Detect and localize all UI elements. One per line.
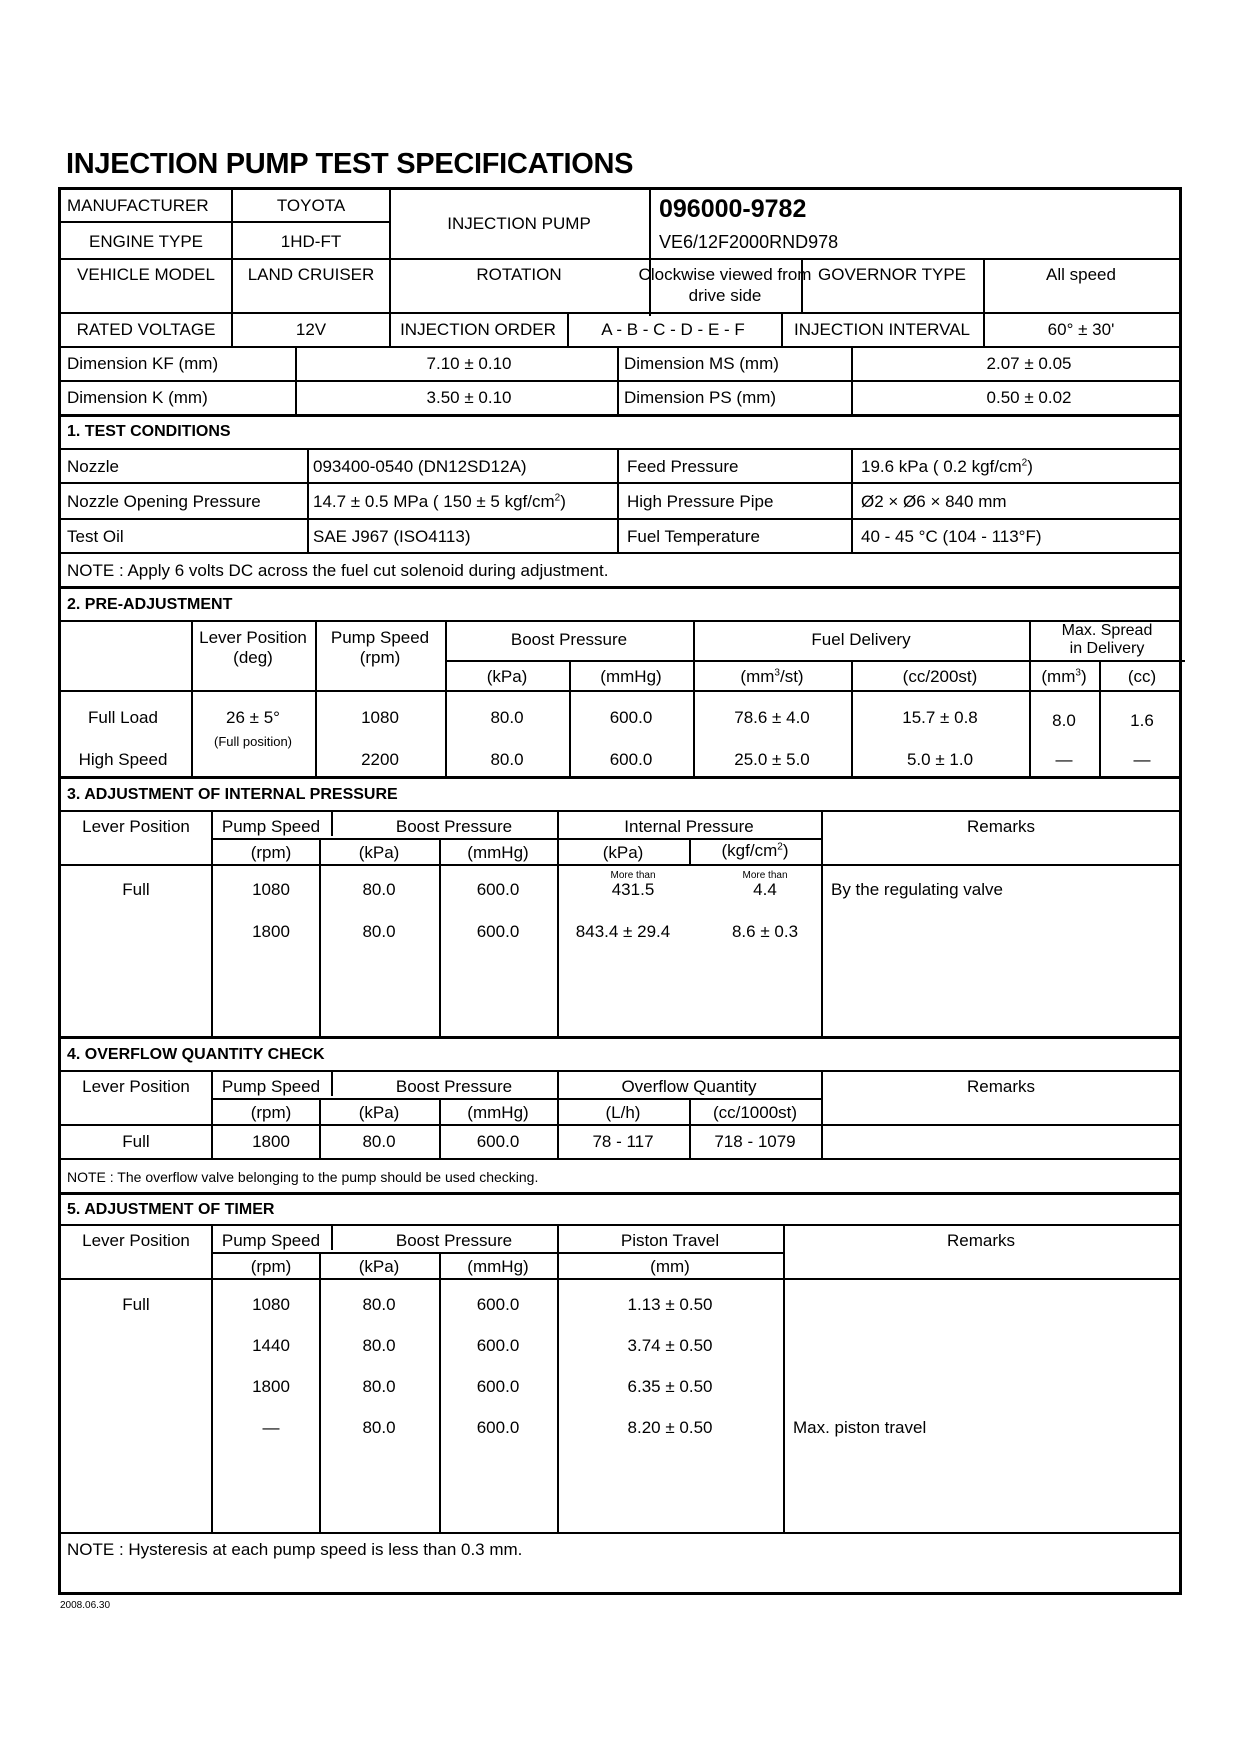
injection-order-label: INJECTION ORDER [400,320,556,339]
vehicle-model-value: LAND CRUISER [247,265,375,284]
col-pump-speed: Pump Speed [330,628,430,647]
travel-value: 6.35 ± 0.50 [627,1377,713,1396]
nozzle-value: 093400-0540 (DN12SD12A) [313,457,527,476]
spread-cc-value: — [1133,750,1151,769]
cc-value: 5.0 ± 1.0 [906,750,974,769]
unit-kpa: (kPa) [358,1103,400,1122]
fuel-temp-label: Fuel Temperature [627,527,760,546]
col-pump-speed-unit: (rpm) [359,648,401,667]
mmhg-value: 600.0 [476,1132,520,1151]
dim-kf-label: Dimension KF (mm) [67,354,219,373]
unit-kpa: (kPa) [358,843,400,862]
kpa-value: 80.0 [362,1336,396,1355]
internal-pressure-heading: 3. ADJUSTMENT OF INTERNAL PRESSURE [67,786,398,803]
col-internal-pressure: Internal Pressure [624,817,754,836]
injection-pump-label: INJECTION PUMP [447,214,591,233]
pump-code: VE6/12F2000RND978 [659,232,839,252]
unit-mmhg: (mmHg) [467,843,529,862]
col-boost-pressure: Boost Pressure [510,630,628,649]
test-oil-label: Test Oil [67,527,124,546]
dim-k-label: Dimension K (mm) [67,388,208,407]
unit-cc-200st: (cc/200st) [902,667,978,686]
lever-full: Full [122,880,150,899]
engine-type-label: ENGINE TYPE [89,232,203,251]
col-pump-speed-unit: (rpm) [250,843,292,862]
speed-value: 1080 [252,880,290,899]
col-lever-position: Lever Position [199,628,307,647]
rated-voltage-value: 12V [295,320,327,339]
mmhg-value: 600.0 [476,1336,520,1355]
injection-order-value: A - B - C - D - E - F [601,320,745,339]
ip-kpa-value: 431.5 [611,880,655,899]
hpp-value: Ø2 × Ø6 × 840 mm [861,492,1007,511]
nozzle-label: Nozzle [67,457,119,476]
more-than-label: More than [742,870,788,881]
speed-value: 2200 [361,750,399,769]
col-remarks: Remarks [946,1231,1016,1250]
col-fuel-delivery: Fuel Delivery [811,630,911,649]
speed-value: 1800 [252,1132,290,1151]
nop-value: 14.7 ± 0.5 MPa ( 150 ± 5 kgf/$cm^2$) [313,492,566,511]
rotation-value-2: drive side [688,286,762,305]
mmhg-value: 600.0 [609,708,653,727]
dim-ms-value: 2.07 ± 0.05 [986,354,1072,373]
lever-full: Full [122,1132,150,1151]
row-high-speed: High Speed [78,750,168,769]
col-boost-pressure: Boost Pressure [395,817,513,836]
mmhg-value: 600.0 [476,1295,520,1314]
engine-type-value: 1HD-FT [280,232,342,251]
rotation-label: ROTATION [476,265,562,284]
unit-mmhg: (mmHg) [467,1103,529,1122]
manufacturer-label: MANUFACTURER [67,196,209,215]
col-overflow-quantity: Overflow Quantity [621,1077,757,1096]
col-lever-position: Lever Position [82,817,190,836]
injection-interval-label: INJECTION INTERVAL [793,320,971,339]
unit-mm: (mm) [650,1257,690,1276]
travel-value: 3.74 ± 0.50 [627,1336,713,1355]
speed-value: 1800 [252,922,290,941]
col-lever-unit: (deg) [233,648,273,667]
governor-type-value: All speed [1046,265,1116,284]
col-pump-speed: Pump Speed [221,1231,321,1250]
test-conditions-note: NOTE : Apply 6 volts DC across the fuel cut solenoid during adjustment. [67,561,609,580]
col-boost-pressure: Boost Pressure [395,1077,513,1096]
mmhg-value: 600.0 [609,750,653,769]
col-pump-speed: Pump Speed [221,817,321,836]
spread-mm3-value: — [1055,750,1073,769]
dim-ms-label: Dimension MS (mm) [624,354,779,373]
col-boost-pressure: Boost Pressure [395,1231,513,1250]
timer-note: NOTE : Hysteresis at each pump speed is less than 0.3 mm. [67,1540,523,1559]
col-remarks: Remarks [966,1077,1036,1096]
kpa-value: 80.0 [362,1295,396,1314]
kpa-value: 80.0 [362,1132,396,1151]
col-piston-travel: Piston Travel [620,1231,720,1250]
cc-value: 15.7 ± 0.8 [902,708,978,727]
kpa-value: 80.0 [362,1377,396,1396]
unit-kgf: $(kgf/cm^2)$ [721,841,789,860]
rotation-value: Clockwise viewed from [638,265,812,284]
col-remarks: Remarks [966,817,1036,836]
fuel-temp-value: 40 - 45 °C (104 - 113°F) [861,527,1042,546]
document-date: 2008.06.30 [60,1600,111,1611]
feed-pressure-label: Feed Pressure [627,457,739,476]
pre-adjustment-heading: 2. PRE-ADJUSTMENT [67,596,233,613]
manufacturer-value: TOYOTA [276,196,346,215]
hpp-label: High Pressure Pipe [627,492,774,511]
remark-regulating-valve: By the regulating valve [831,880,1003,899]
kpa-value: 80.0 [490,750,524,769]
timer-heading: 5. ADJUSTMENT OF TIMER [67,1201,275,1218]
col-max-spread-2: in Delivery [1069,640,1145,657]
unit-cc-1000st: (cc/1000st) [712,1103,798,1122]
travel-value: 1.13 ± 0.50 [627,1295,713,1314]
lever-full: Full [122,1295,150,1314]
unit-mmhg: (mmHg) [600,667,662,686]
spread-cc-value: 1.6 [1130,711,1154,730]
ip-kgf-value: 8.6 ± 0.3 [731,922,799,941]
feed-pressure-value: 19.6 kPa ( 0.2 kgf/$cm^2$) [861,457,1033,476]
lh-value: 78 - 117 [592,1132,654,1151]
speed-value: 1440 [252,1336,290,1355]
ip-kgf-value: 4.4 [753,880,777,899]
kpa-value: 80.0 [362,880,396,899]
mmhg-value: 600.0 [476,1418,520,1437]
overflow-heading: 4. OVERFLOW QUANTITY CHECK [67,1046,325,1063]
col-lever-position: Lever Position [82,1231,190,1250]
kpa-value: 80.0 [362,922,396,941]
mmhg-value: 600.0 [476,922,520,941]
row-full-load: Full Load [88,708,158,727]
unit-kpa: (kPa) [358,1257,400,1276]
ip-kpa-value: 843.4 ± 29.4 [575,922,671,941]
more-than-label: More than [610,870,656,881]
governor-type-label: GOVERNOR TYPE [818,265,966,284]
col-pump-speed: Pump Speed [221,1077,321,1096]
part-number: 096000-9782 [659,195,807,223]
remark-max-piston-travel: Max. piston travel [793,1418,927,1437]
col-pump-speed-unit: (rpm) [250,1103,292,1122]
dim-ps-label: Dimension PS (mm) [624,388,777,407]
col-max-spread: Max. Spread [1061,622,1153,639]
col-pump-speed-unit: (rpm) [250,1257,292,1276]
full-position: (Full position) [213,734,293,749]
spread-mm3-value: 8.0 [1052,711,1076,730]
travel-value: 8.20 ± 0.50 [627,1418,713,1437]
mmhg-value: 600.0 [476,880,520,899]
kpa-value: 80.0 [362,1418,396,1437]
nop-label: Nozzle Opening Pressure [67,492,261,511]
mmhg-value: 600.0 [476,1377,520,1396]
overflow-note: NOTE : The overflow valve belonging to the pump should be used checking. [67,1169,539,1185]
speed-value: 1080 [361,708,399,727]
unit-mm3-st: $(mm^3/st)$ [740,667,804,686]
speed-value: — [262,1418,280,1437]
mm3-value: 25.0 ± 5.0 [734,750,810,769]
rated-voltage-label: RATED VOLTAGE [76,320,216,339]
test-conditions-heading: 1. TEST CONDITIONS [67,423,231,440]
kpa-value: 80.0 [490,708,524,727]
unit-kpa: (kPa) [486,667,528,686]
unit-mmhg: (mmHg) [467,1257,529,1276]
speed-value: 1080 [252,1295,290,1314]
unit-cc: (cc) [1127,667,1157,686]
injection-interval-value: 60° ± 30' [1047,320,1115,339]
dim-k-value: 3.50 ± 0.10 [426,388,512,407]
page-title: INJECTION PUMP TEST SPECIFICATIONS [66,148,634,180]
col-lever-position: Lever Position [82,1077,190,1096]
divider [61,221,391,223]
mm3-value: 78.6 ± 4.0 [734,708,810,727]
speed-value: 1800 [252,1377,290,1396]
lever-value: 26 ± 5° [226,708,280,727]
unit-lh: (L/h) [605,1103,641,1122]
dim-ps-value: 0.50 ± 0.02 [986,388,1072,407]
spec-table [58,187,1182,1595]
dim-kf-value: 7.10 ± 0.10 [426,354,512,373]
test-oil-value: SAE J967 (ISO4113) [313,527,471,546]
unit-mm3: $(mm^3)$ [1041,667,1087,686]
cc-1000st-value: 718 - 1079 [714,1132,796,1151]
unit-ip-kpa: (kPa) [602,843,644,862]
vehicle-model-label: VEHICLE MODEL [77,265,215,284]
